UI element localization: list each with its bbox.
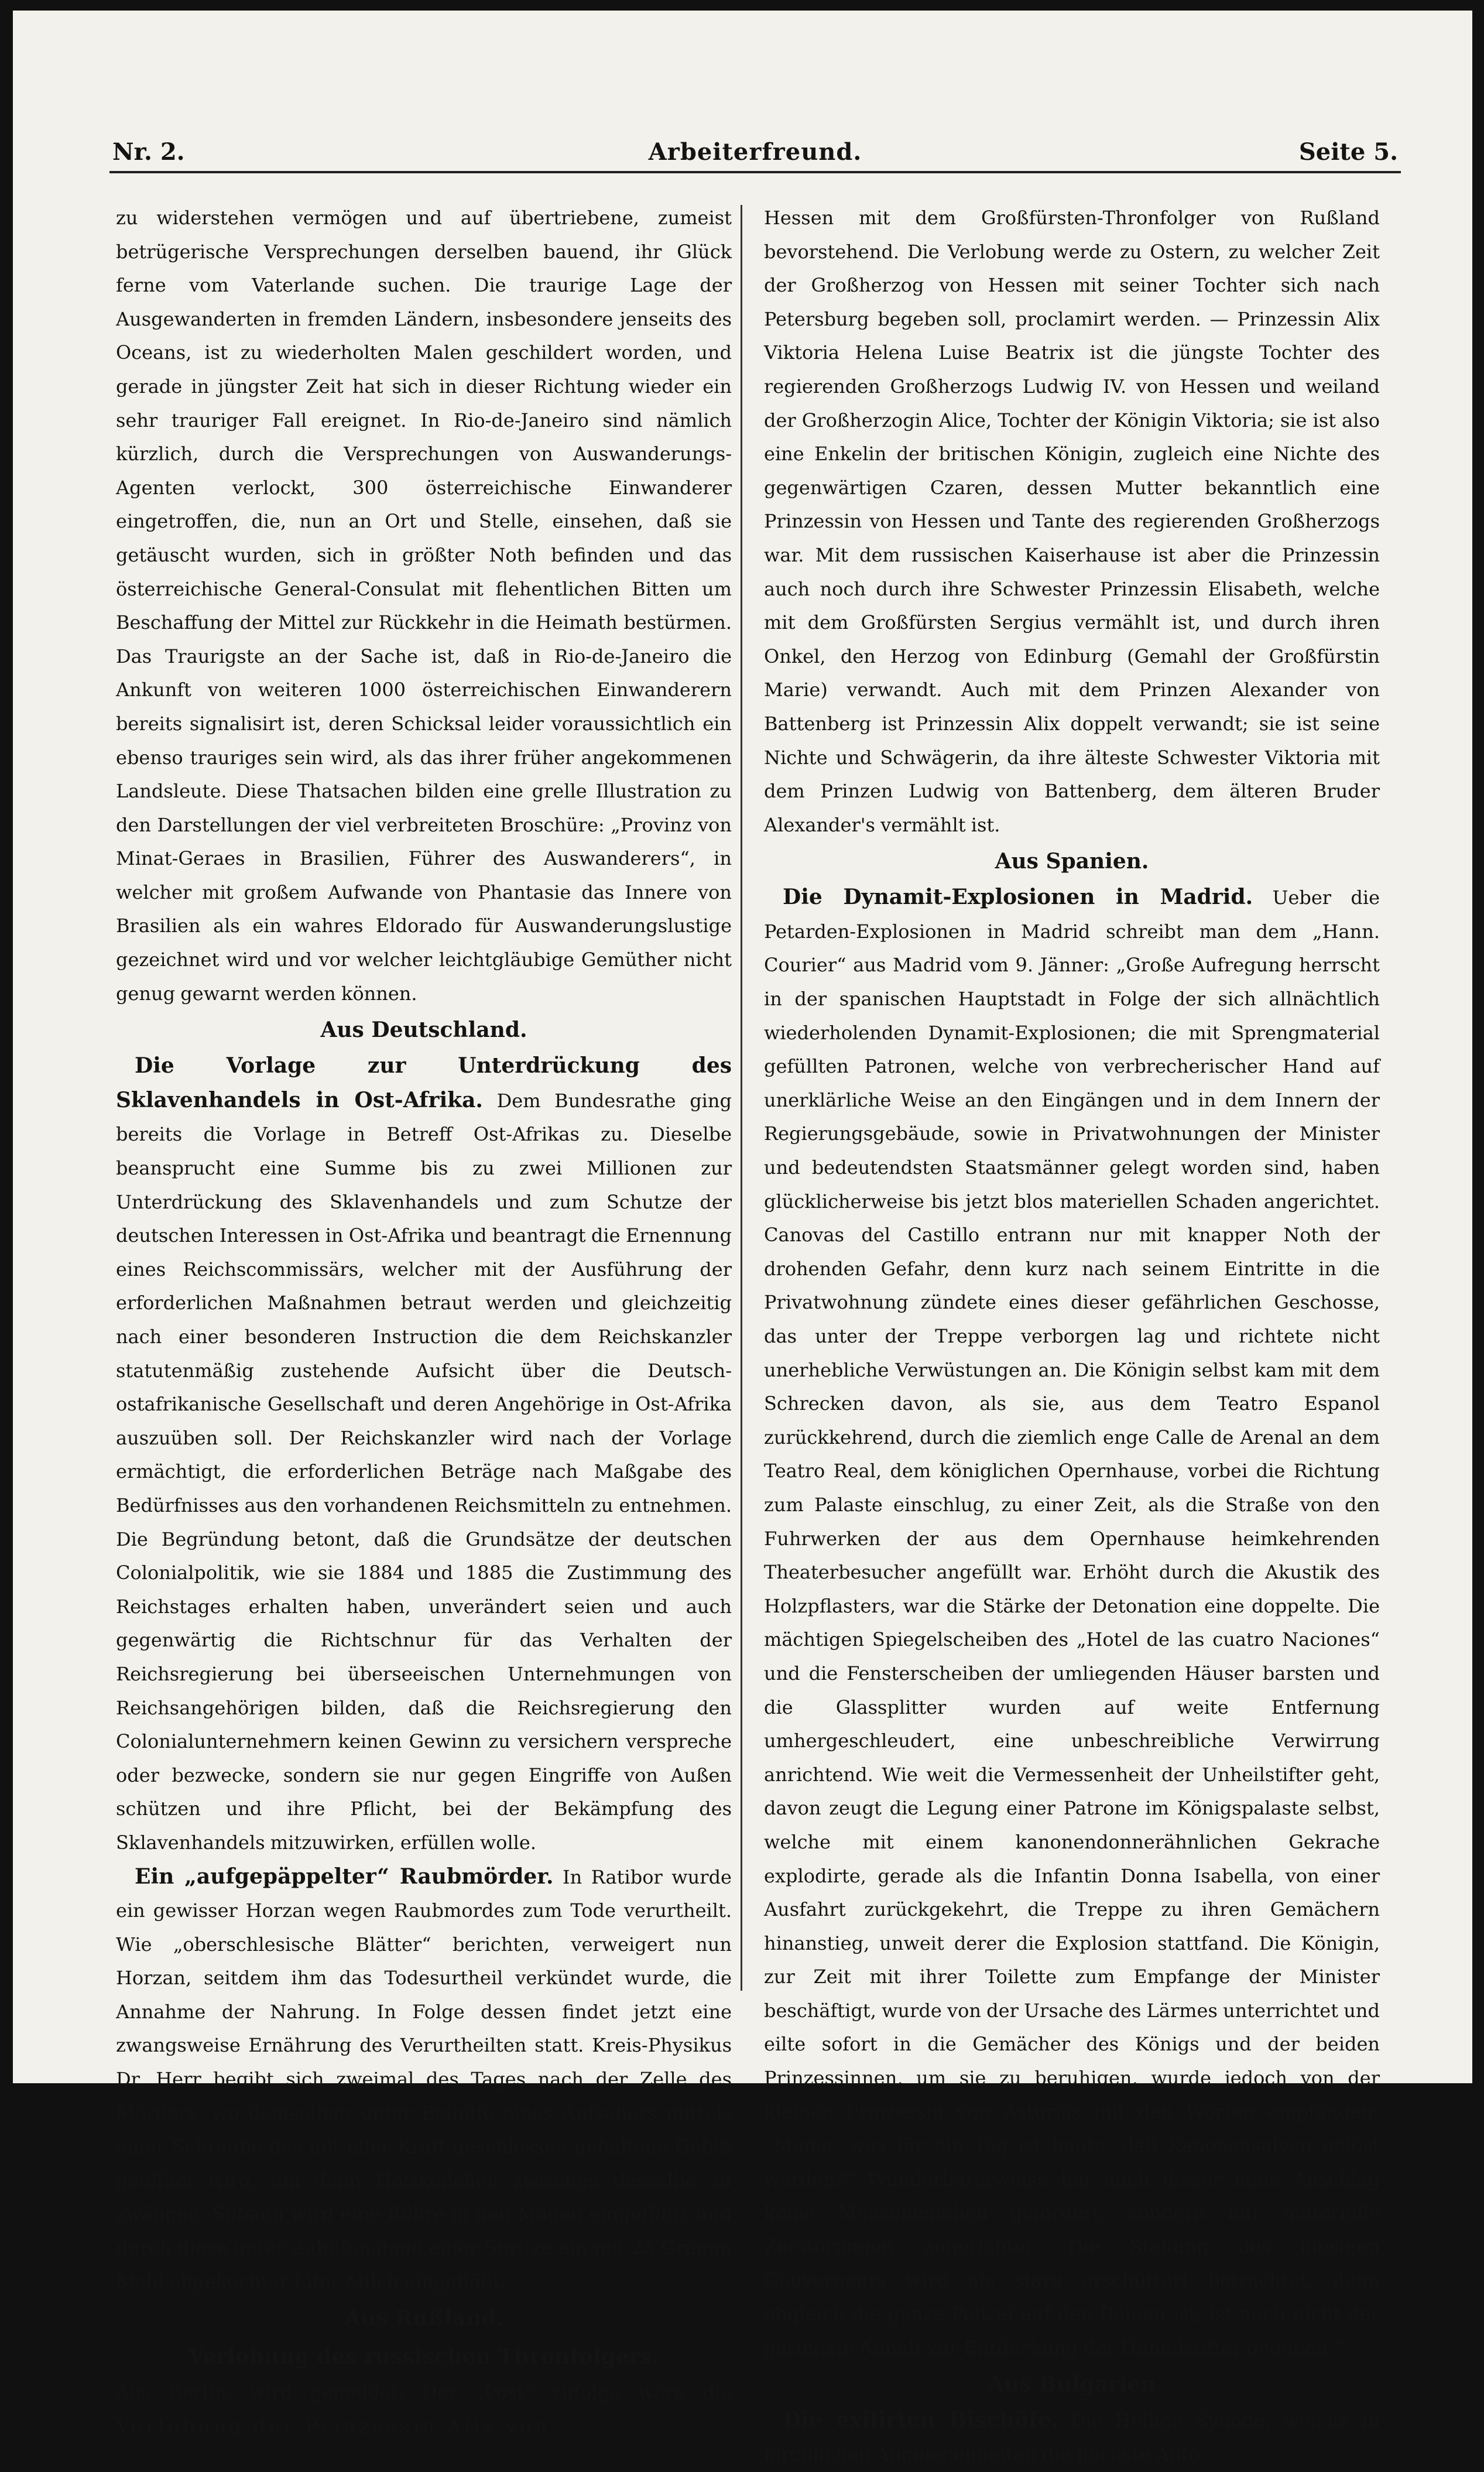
engagement-dateline (116, 2376, 732, 2443)
murderer-headline: Ein „aufgepäppelter“ Raubmörder. (135, 1864, 554, 1889)
section-heading-spain: Aus Spanien. (995, 849, 1149, 874)
bishops-body: Die Heilige Synode, welche in kirchlichen Angelegenheiten die höchste Auto (764, 2409, 1380, 2466)
murderer-article (116, 1860, 732, 2299)
slave-trade-body: Dem Bundesrathe ging bereits die Vorlage in Betreff Ost-Afrikas zu. Dieselbe beansprucht eine Summe bis zu zwei Millionen zur Unterdrückung des Sklavenhandels und zum Schutze der deutschen Interessen in Ost-Afrika und beantragt die Ernennung eines Reichscommissärs, welcher mit der Ausführung der erforderlichen Maßnahmen betraut werden und gleichzeitig nach einer besonderen Instruction die dem Reichskanzler statutenmäßig zustehende Aufsicht über die Deutsch-ostafrikanische Gesellschaft und deren Angehörige in Ost-Afrika auszuüben soll. Der Reichskanzler wird nach der Vorlage ermächtigt, die erforderlichen Beträge nach Maßgabe des Bedürfnisses aus den vorhandenen Reichsmitteln zu entnehmen. Die Begründung betont, daß die Grundsätze der deutschen Colonialpolitik, wie sie 1884 und 1885 die Zustimmung des Reichstages erhalten haben, unverändert seien und auch gegenwärtig die Richtschnur für das Verhalten der Reichsregierung bei überseeischen Unternehmungen von Reichsangehörigen bilden, daß die Reichsregierung den Colonialunternehmern keinen Gewinn zu versichern verspreche oder bezwecke, sondern sie nur gegen Eingriffe von Außen schützen und ihre Pflicht, bei der Bekämpfung des Sklavenhandels mitzuwirken, erfüllen wolle. (116, 1089, 732, 1854)
page-number: Seite 5. (1298, 138, 1398, 166)
issue-number: Nr. 2. (112, 138, 185, 166)
masthead-title: Arbeiterfreund. (648, 138, 862, 166)
header-rule (109, 171, 1401, 173)
engagement-headline: Verlobung des russischen Thronfolgers. (188, 2344, 660, 2370)
section-heading-russia: Aus Rußland. (344, 2306, 503, 2331)
right-column (764, 201, 1380, 2472)
newspaper-page (13, 11, 1472, 2466)
madrid-headline: Die Dynamit-Explosionen in Madrid. (783, 885, 1253, 910)
murderer-body: In Ratibor wurde ein gewisser Horzan wegen Raubmordes zum Tode verurtheilt. Wie „oberschlesische Blätter“ berichten, verweigert nun Horzan, seitdem ihm das Todesurtheil verkündet wurde, die Annahme der Nahrung. In Folge dessen findet jetzt eine zwangsweise Ernährung des Verurtheilten statt. Kreis-Physikus Dr. Herr begibt sich zweimal des Tages nach der Zelle des Mörders, wo demselben unter Beihilfe eines Aufsehers mittels einer Schraube das mit aller Kraft geschlossen gehaltene Gebiß geöffnet wird, um dann Holzkeilchen zwischen dasselbe zu zwängen. Sobann wird eine Röhre in den Magen eingeführt und durch diese unter Zuhilfenahme einer Spritze ein mit 25 Gramm Mehl abgekochter Liter Milch eingeflößt. (116, 1865, 732, 2293)
section-heading-germany: Aus Deutschland. (320, 1018, 527, 1043)
madrid-body: Ueber die Petarden-Explosionen in Madrid schreibt man dem „Hann. Courier“ aus Madrid vom 9. Jänner: „Große Aufregung herrscht in der spanischen Hauptstadt in Folge der sich allnächtlich wiederholenden Dynamit-Explosionen; die mit Sprengmaterial gefüllten Patronen, welche von verbrecherischer Hand auf unerklärliche Weise an den Eingängen und in dem Innern der Regierungsgebäude, sowie in Privatwohnungen der Minister und bedeutendsten Staatsmänner gelegt worden sind, haben glücklicherweise bis jetzt blos materiellen Schaden angerichtet. Canovas del Castillo entrann nur mit knapper Noth der drohenden Gefahr, denn kurz nach seinem Eintritte in die Privatwohnung zündete eines dieser gefährlichen Geschosse, das unter der Treppe verborgen lag und richtete nicht unerhebliche Verwüstungen an. Die Königin selbst kam mit dem Schrecken davon, als sie, aus dem Teatro Espanol zurückkehrend, durch die ziemlich enge Calle de Arenal an dem Teatro Real, dem königlichen Opernhause, vorbei die Richtung zum Palaste einschlug, zu einer Zeit, als die Straße von den Fuhrwerken der aus dem Opernhause heimkehrenden Theaterbesucher angefüllt war. Erhöht durch die Akustik des Holzpflasters, war die Stärke der Detonation eine doppelte. Die mächtigen Spiegelscheiben des „Hotel de las cuatro Naciones“ und die Fensterscheiben der umliegenden Häuser barsten und die Glassplitter wurden auf weite Entfernung umhergeschleudert, eine unbeschreibliche Verwirrung anrichtend. Wie weit die Vermessenheit der Unheilstifter geht, davon zeugt die Legung einer Patrone im Königspalaste selbst, welche mit einem kanonendonnerähnlichen Gekrache explodirte, gerade als die Infantin Donna Isabella, von einer Ausfahrt zurückgekehrt, die Treppe zu ihren Gemächern hinanstieg, unweit derer die Explosion stattfand. Die Königin, zur Zeit mit ihrer Toilette zum Empfange der Minister beschäftigt, wurde von der Ursache des Lärmes unterrichtet und eilte sofort in die Gemächer des Königs und der beiden Prinzessinnen, um sie zu beruhigen, wurde jedoch von der kleinen Prinzessin von Asturias mit den Worten empfangen: „Mama, was für ein Tag ist heute, daß Kanonensalven gelöst werden?“ Wunderbarerweise hat auch dieser neue Anschlag keine Menschenleben gefordert, sondern nur materielle Zerstörungen angerichtet. Die Stellung des hiesigen Gouverneurs wird als stark erschüttert betrachtet, denn obgleich die ganze Polizei auf den Beinen ist, ist noch nicht der geringste Anhalt zur Entdeckung der Unheilstifter gegeben.“ (764, 886, 1380, 2359)
engagement-continued: Hessen mit dem Großfürsten-Thronfolger von Rußland bevorstehend. Die Verlobung werde zu Ostern, zu welcher Zeit der Großherzog von Hessen mit seiner Tochter sich nach Petersburg begeben soll, proclamirt werden. — Prinzessin Alix Viktoria Helena Luise Beatrix ist die jüngste Tochter des regierenden Großherzogs Ludwig IV. von Hessen und weiland der Großherzogin Alice, Tochter der Königin Viktoria; sie ist also eine Enkelin der britischen Königin, zugleich eine Nichte des gegenwärtigen Czaren, dessen Mutter bekanntlich eine Prinzessin von Hessen und Tante des regierenden Großherzogs war. Mit dem russischen Kaiserhause ist aber die Prinzessin auch noch durch ihre Schwester Prinzessin Elisabeth, welche mit dem Großfürsten Sergius vermählt ist, und durch ihren Onkel, den Herzog von Edinburg (Gemahl der Großfürstin Marie) verwandt. Auch mit dem Prinzen Alexander von Battenberg ist Prinzessin Alix doppelt verwandt; sie ist seine Nichte und Schwägerin, da ihre älteste Schwester Viktoria mit dem Prinzen Ludwig von Battenberg, dem älteren Bruder Alexander's vermählt ist. (764, 207, 1380, 836)
bishops-headline: Die exilirten Bischöfe. (783, 2408, 1059, 2433)
bishops-article (764, 2403, 1380, 2471)
slave-trade-headline: Die Vorlage zur Unterdrückung des Sklavenhandels in Ost-Afrika. (116, 1053, 732, 1112)
spaced-emphasis: Verlobung der Prinzessin Alix von (116, 2415, 551, 2437)
page-header (112, 138, 1398, 169)
section-heading-bulgaria: Aus Bulgarien (988, 2372, 1156, 2397)
column-divider (741, 205, 742, 1991)
dateline-text: Aus Berlin, wird gemeldet: Der „Post“ zufolge wäre die (116, 2381, 732, 2404)
slave-trade-article (116, 1049, 732, 1860)
left-column (116, 201, 732, 2443)
emigration-article: zu widerstehen vermögen und auf übertriebene, zumeist betrügerische Versprechungen derselben bauend, ihr Glück ferne vom Vaterlande suchen. Die traurige Lage der Ausgewanderten in fremden Ländern, insbesondere jenseits des Oceans, ist zu wiederholten Malen geschildert worden, und gerade in jüngster Zeit hat sich in dieser Richtung wieder ein sehr trauriger Fall ereignet. In Rio-de-Janeiro sind nämlich kürzlich, durch die Versprechungen von Auswanderungs-Agenten verlockt, 300 österreichische Einwanderer eingetroffen, die, nun an Ort und Stelle, einsehen, daß sie getäuscht wurden, sich in größter Noth befinden und das österreichische General-Consulat mit flehentlichen Bitten um Beschaffung der Mittel zur Rückkehr in die Heimath bestürmen. Das Traurigste an der Sache ist, daß in Rio-de-Janeiro die Ankunft von weiteren 1000 österreichischen Einwanderern bereits signalisirt ist, deren Schicksal leider voraussichtlich ein ebenso trauriges sein wird, als das ihrer früher angekommenen Landsleute. Diese Thatsachen bilden eine grelle Illustration zu den Darstellungen der viel verbreiteten Broschüre: „Provinz von Minat-Geraes in Brasilien, Führer des Auswanderers“, in welcher mit großem Aufwande von Phantasie das Innere von Brasilien als ein wahres Eldorado für Auswanderungslustige gezeichnet wird und vor welcher leichtgläubige Gemüther nicht genug gewarnt werden können. (116, 207, 732, 1005)
madrid-article (764, 881, 1380, 2365)
